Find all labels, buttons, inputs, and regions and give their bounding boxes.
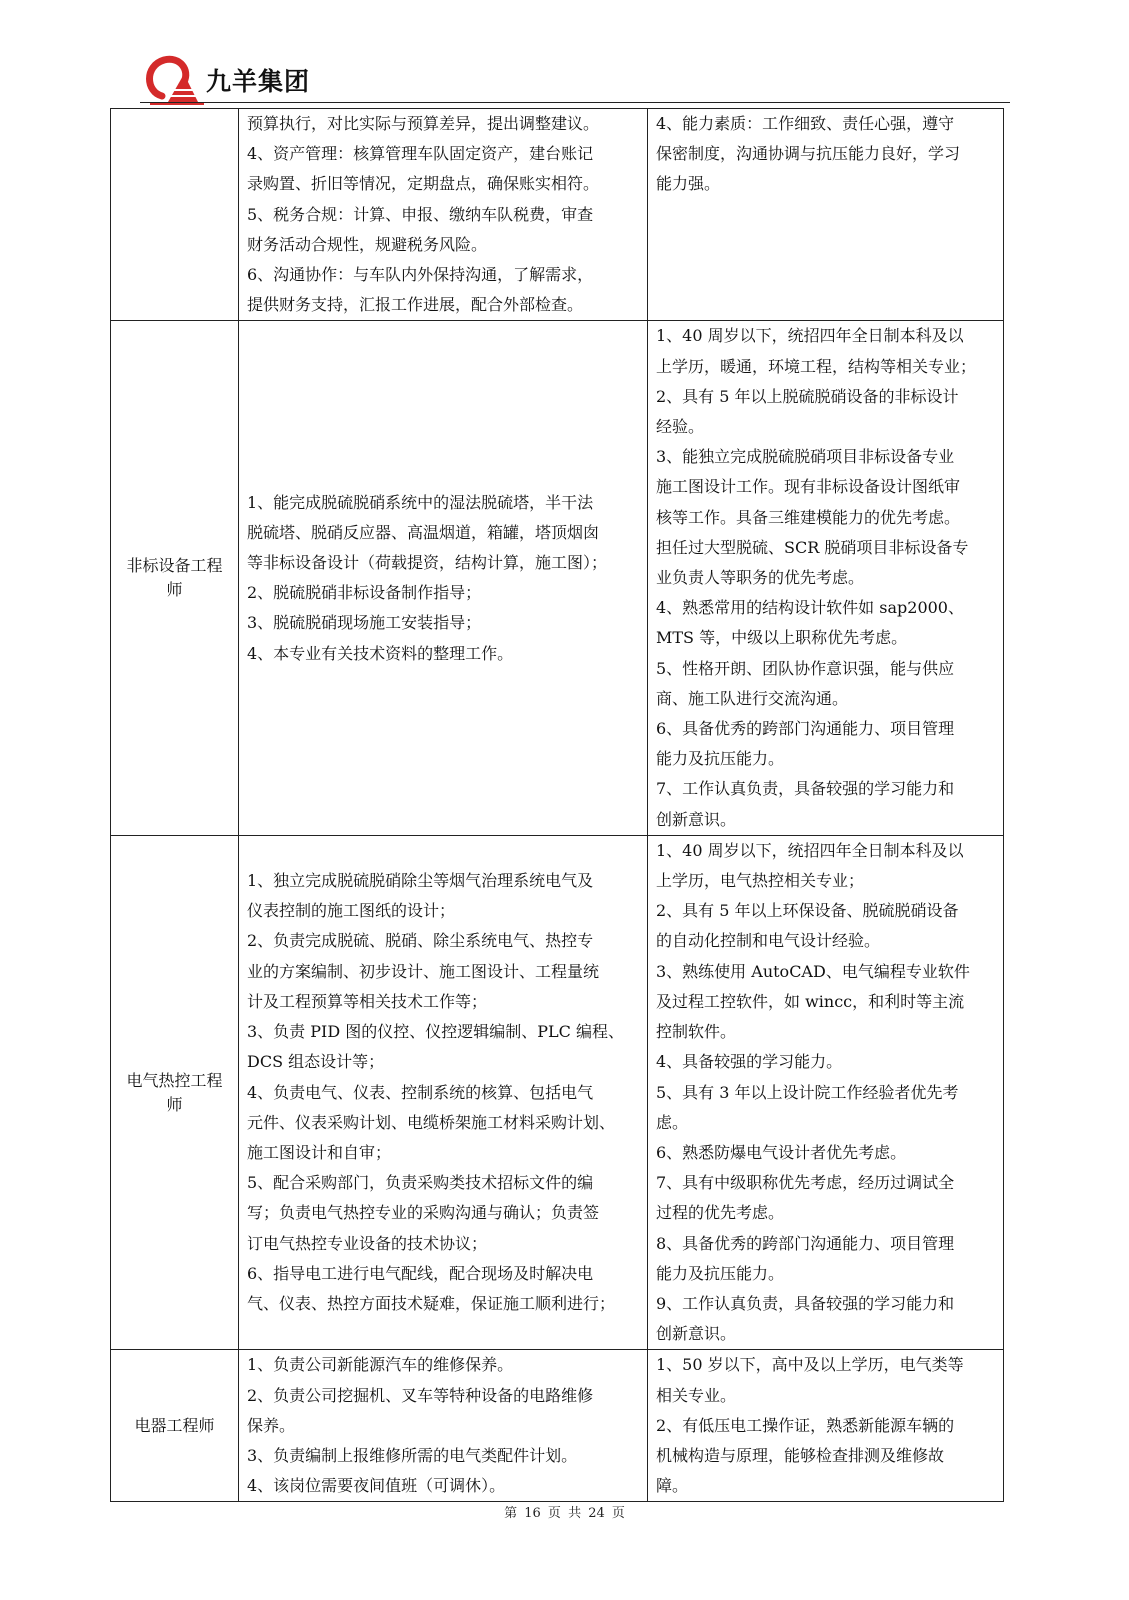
requirement-line: 保密制度，沟通协调与抗压能力良好，学习 [656, 144, 961, 164]
requirement-line: 1、40 周岁以下，统招四年全日制本科及以 [656, 840, 964, 860]
requirement-line: 7、工作认真负责，具备较强的学习能力和 [656, 779, 955, 799]
requirement-line: 2、有低压电工操作证，熟悉新能源车辆的 [656, 1415, 955, 1435]
requirement-line: 4、具备较强的学习能力。 [656, 1052, 843, 1072]
requirement-line: 上学历，暖通，环境工程，结构等相关专业； [656, 356, 977, 376]
job-row [111, 1350, 1004, 1502]
requirement-line: 商、施工队进行交流沟通。 [656, 688, 849, 708]
job-table [110, 108, 1004, 1502]
requirement-line: 7、具有中级职称优先考虑，经历过调试全 [656, 1173, 955, 1193]
job-title-cell [111, 109, 239, 321]
requirement-line: 创新意识。 [656, 1324, 737, 1344]
requirement-line: 经验。 [656, 417, 705, 437]
duty-line: 录购置、折旧等情况，定期盘点，确保账实相符。 [247, 174, 600, 194]
requirement-line: 5、性格开朗、团队协作意识强，能与供应 [656, 658, 955, 678]
requirement-line: MTS 等，中级以上职称优先考虑。 [656, 628, 908, 648]
duty-line: 4、本专业有关技术资料的整理工作。 [247, 643, 514, 663]
requirement-line: 施工图设计工作。现有非标设备设计图纸审 [656, 477, 961, 497]
requirement-line: 核等工作。具备三维建模能力的优先考虑。 [656, 507, 961, 527]
requirement-line: 及过程工控软件，如 wincc，和利时等主流 [656, 991, 965, 1011]
job-row [111, 321, 1004, 835]
duty-line: 写；负责电气热控专业的采购沟通与确认；负责签 [247, 1203, 600, 1223]
job-requirements-cell [648, 835, 1004, 1349]
duty-line: 财务活动合规性，规避税务风险。 [247, 234, 488, 254]
job-title-line: 师 [166, 580, 183, 600]
requirement-line: 2、具有 5 年以上脱硫脱硝设备的非标设计 [656, 386, 959, 406]
duty-line: 等非标设备设计（荷载提资，结构计算，施工图）； [247, 552, 608, 572]
requirement-line: 上学历，电气热控相关专业； [656, 871, 865, 891]
requirement-line: 能力强。 [656, 174, 721, 194]
duty-line: 5、税务合规：计算、申报、缴纳车队税费，审查 [247, 204, 594, 224]
requirement-line: 的自动化控制和电气设计经验。 [656, 931, 881, 951]
duty-line: 保养。 [247, 1415, 296, 1435]
requirement-line: 3、能独立完成脱硫脱硝项目非标设备专业 [656, 447, 955, 467]
duty-line: 5、配合采购部门，负责采购类技术招标文件的编 [247, 1173, 594, 1193]
requirement-line: 3、熟练使用 AutoCAD、电气编程专业软件 [656, 961, 970, 981]
job-title-line: 非标设备工程 [126, 556, 223, 576]
requirement-line: 创新意识。 [656, 809, 737, 829]
jiuyang-logo-icon [140, 52, 206, 108]
job-title-cell [111, 1350, 239, 1502]
requirement-line: 担任过大型脱硫、SCR 脱硝项目非标设备专 [656, 537, 969, 557]
requirement-line: 业负责人等职务的优先考虑。 [656, 568, 865, 588]
job-duties-cell [239, 835, 648, 1349]
duty-line: 2、负责公司挖掘机、叉车等特种设备的电路维修 [247, 1385, 594, 1405]
duty-line: DCS 组态设计等； [247, 1052, 385, 1072]
requirement-line: 能力及抗压能力。 [656, 749, 785, 769]
duty-line: 3、负责编制上报维修所需的电气类配件计划。 [247, 1445, 578, 1465]
requirement-line: 2、具有 5 年以上环保设备、脱硫脱硝设备 [656, 901, 959, 921]
page-header [140, 48, 1010, 108]
duty-line: 3、脱硫脱硝现场施工安装指导； [247, 613, 482, 633]
duty-line: 2、负责完成脱硫、脱硝、除尘系统电气、热控专 [247, 931, 594, 951]
duty-line: 预算执行，对比实际与预算差异，提出调整建议。 [247, 114, 600, 133]
duty-line: 4、负责电气、仪表、控制系统的核算、包括电气 [247, 1082, 594, 1102]
duty-line: 6、沟通协作：与车队内外保持沟通，了解需求， [247, 265, 594, 285]
requirement-line: 1、50 岁以下，高中及以上学历，电气类等 [656, 1355, 964, 1375]
requirement-line: 4、能力素质：工作细致、责任心强，遵守 [656, 114, 955, 133]
requirement-line: 过程的优先考虑。 [656, 1203, 785, 1223]
requirement-line: 机械构造与原理，能够检查排测及维修故 [656, 1445, 945, 1465]
duty-line: 元件、仪表采购计划、电缆桥架施工材料采购计划、 [247, 1112, 616, 1132]
duty-line: 2、脱硫脱硝非标设备制作指导； [247, 583, 482, 603]
header-divider [140, 102, 1010, 103]
duty-line: 业的方案编制、初步设计、施工图设计、工程量统 [247, 961, 600, 981]
requirement-line: 1、40 周岁以下，统招四年全日制本科及以 [656, 326, 964, 346]
job-duties-cell [239, 321, 648, 835]
job-row [111, 835, 1004, 1349]
requirement-line: 相关专业。 [656, 1385, 737, 1405]
requirement-line: 虑。 [656, 1112, 689, 1132]
requirement-line: 4、熟悉常用的结构设计软件如 sap2000、 [656, 598, 964, 618]
duty-line: 订电气热控专业设备的技术协议； [247, 1233, 488, 1253]
duty-line: 1、负责公司新能源汽车的维修保养。 [247, 1355, 514, 1375]
requirement-line: 8、具备优秀的跨部门沟通能力、项目管理 [656, 1233, 955, 1253]
job-requirements-cell [648, 321, 1004, 835]
requirement-line: 6、熟悉防爆电气设计者优先考虑。 [656, 1142, 907, 1162]
page-number: 第 16 页 共 24 页 [504, 1506, 625, 1521]
duty-line: 施工图设计和自审； [247, 1142, 392, 1162]
requirement-line: 能力及抗压能力。 [656, 1263, 785, 1283]
job-title-line: 电器工程师 [134, 1415, 215, 1435]
job-requirements-cell [648, 1350, 1004, 1502]
requirement-line: 控制软件。 [656, 1022, 737, 1042]
job-title-line: 电气热控工程 [126, 1070, 223, 1090]
duty-line: 1、独立完成脱硫脱硝除尘等烟气治理系统电气及 [247, 871, 594, 891]
requirement-line: 9、工作认真负责，具备较强的学习能力和 [656, 1293, 955, 1313]
job-title-cell [111, 835, 239, 1349]
duty-line: 4、该岗位需要夜间值班（可调休）。 [247, 1476, 506, 1496]
job-duties-cell [239, 109, 648, 321]
job-duties-cell [239, 1350, 648, 1502]
job-row [111, 109, 1004, 321]
duty-line: 气、仪表、热控方面技术疑难，保证施工顺利进行； [247, 1293, 616, 1313]
duty-line: 3、负责 PID 图的仪控、仪控逻辑编制、PLC 编程、 [247, 1022, 624, 1042]
duty-line: 提供财务支持，汇报工作进展，配合外部检查。 [247, 295, 584, 315]
requirement-line: 6、具备优秀的跨部门沟通能力、项目管理 [656, 719, 955, 739]
duty-line: 1、能完成脱硫脱硝系统中的湿法脱硫塔，半干法 [247, 492, 594, 512]
job-title-line: 师 [166, 1094, 183, 1114]
duty-line: 6、指导电工进行电气配线，配合现场及时解决电 [247, 1263, 594, 1283]
job-requirements-cell [648, 109, 1004, 321]
brand-name: 九羊集团 [206, 67, 311, 96]
requirement-line: 5、具有 3 年以上设计院工作经验者优先考 [656, 1082, 959, 1102]
job-title-cell [111, 321, 239, 835]
duty-line: 脱硫塔、脱硝反应器、高温烟道，箱罐，塔顶烟囱 [247, 522, 600, 542]
duty-line: 计及工程预算等相关技术工作等； [247, 991, 488, 1011]
duty-line: 仪表控制的施工图纸的设计； [247, 901, 456, 921]
requirement-line: 障。 [656, 1476, 689, 1496]
duty-line: 4、资产管理：核算管理车队固定资产，建台账记 [247, 144, 594, 164]
